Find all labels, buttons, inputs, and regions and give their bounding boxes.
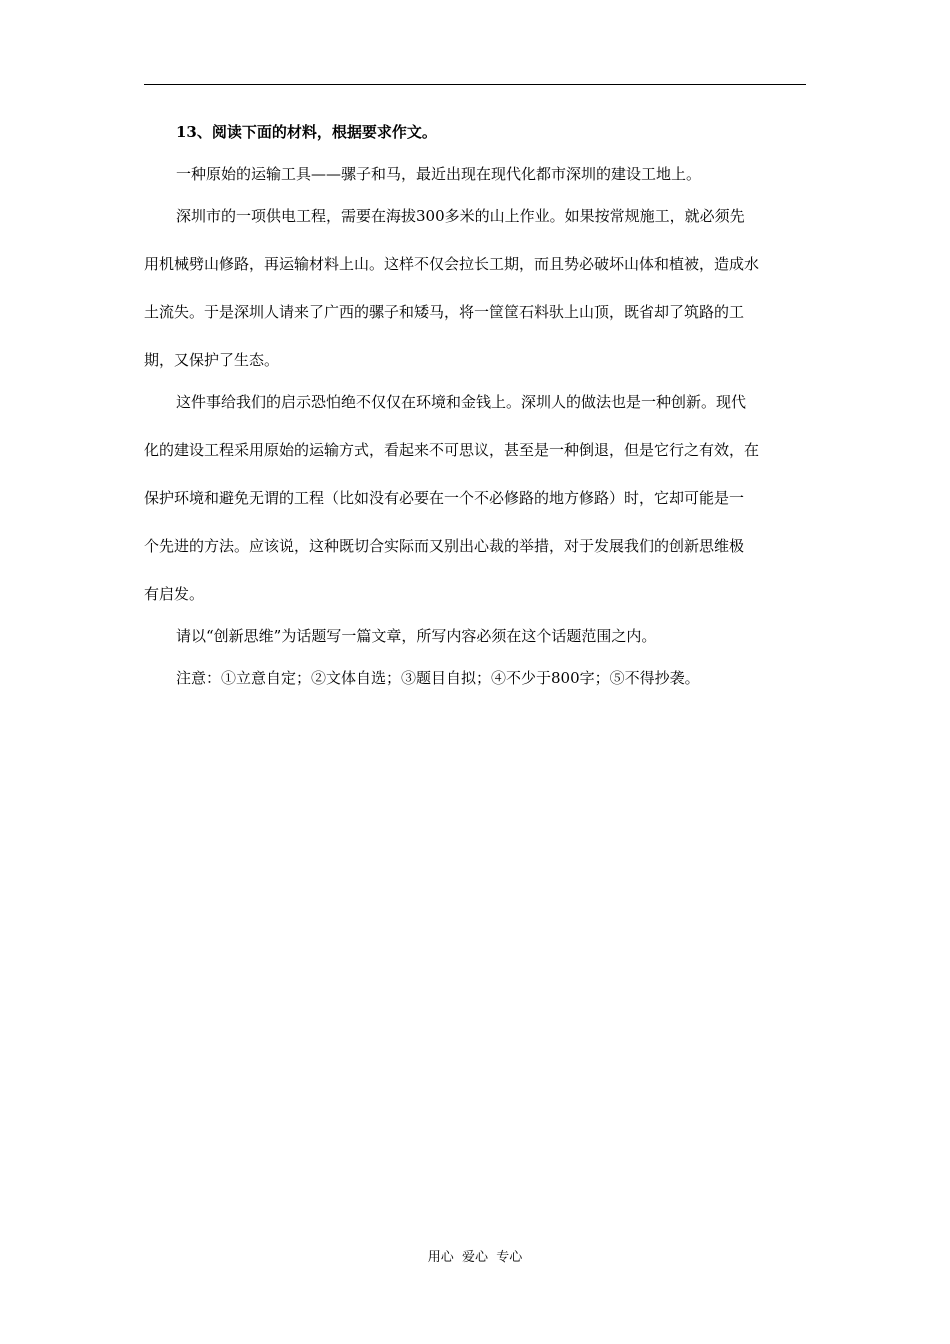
page-footer: 用心 爱心 专心 <box>427 1250 523 1265</box>
paragraph-1-line: 期，又保护了生态。 <box>144 351 280 369</box>
paragraph-1-line: 土流失。于是深圳人请来了广西的骡子和矮马，将一筐筐石料驮上山顶，既省却了筑路的工 <box>144 303 745 321</box>
task-instruction: 请以“创新思维”为话题写一篇文章，所写内容必须在这个话题范围之内。 <box>176 627 657 645</box>
document-body <box>144 120 806 708</box>
paragraph-2-line: 有启发。 <box>144 585 205 603</box>
paragraph-2 <box>144 390 806 606</box>
intro-paragraph: 一种原始的运输工具——骡子和马，最近出现在现代化都市深圳的建设工地上。 <box>176 165 702 183</box>
paragraph-1-line: 深圳市的一项供电工程，需要在海拔300多米的山上作业。如果按常规施工，就必须先 <box>176 207 745 225</box>
paragraph-2-line: 保护环境和避免无谓的工程（比如没有必要在一个不必修路的地方修路）时，它却可能是一 <box>144 489 745 507</box>
paragraph-2-line: 化的建设工程采用原始的运输方式，看起来不可思议，甚至是一种倒退，但是它行之有效，在 <box>144 441 760 459</box>
paragraph-2-line: 这件事给我们的启示恐怕绝不仅仅在环境和金钱上。深圳人的做法也是一种创新。现代 <box>176 393 747 411</box>
paragraph-2-line: 个先进的方法。应该说，这种既切合实际而又别出心裁的举措，对于发展我们的创新思维极 <box>144 537 745 555</box>
header-rule <box>144 84 806 85</box>
paragraph-1 <box>144 204 806 372</box>
requirements-note: 注意：①立意自定；②文体自选；③题目自拟；④不少于800字；⑤不得抄袭。 <box>176 669 700 687</box>
paragraph-1-line: 用机械劈山修路，再运输材料上山。这样不仅会拉长工期，而且势必破坏山体和植被，造成水 <box>144 255 760 273</box>
question-heading: 13、阅读下面的材料，根据要求作文。 <box>176 123 437 141</box>
